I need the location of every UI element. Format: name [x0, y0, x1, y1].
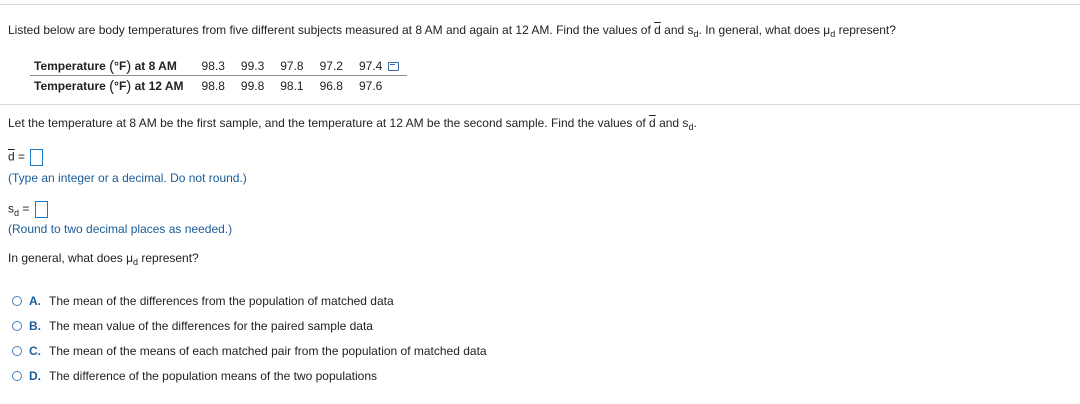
- equals-sign: =: [14, 149, 29, 164]
- row-label-post: at 12 AM: [131, 78, 184, 93]
- option-b[interactable]: [12, 319, 373, 333]
- dbar-hint: (Type an integer or a decimal. Do not round.): [8, 171, 247, 185]
- ask-sub: d: [133, 257, 139, 267]
- table-cell: 96.8: [319, 78, 343, 93]
- table-cell: 97.8: [272, 56, 311, 76]
- table-cell: 97.6: [358, 78, 383, 93]
- table-cell: 99.8: [240, 78, 265, 93]
- option-d[interactable]: [12, 369, 377, 383]
- instruction-main: Let the temperature at 8 AM be the first sample, and the temperature at 12 AM be the second sample. Find the values of: [8, 116, 650, 130]
- paren-open: (: [109, 57, 115, 75]
- radio-button-icon[interactable]: [12, 296, 22, 306]
- table-cell: 99.3: [233, 56, 272, 76]
- option-text: The difference of the population means of the two populations: [49, 369, 378, 383]
- row-label: [30, 56, 194, 76]
- option-letter: D.: [29, 369, 41, 383]
- sd-subscript: d: [14, 207, 20, 218]
- option-letter: B.: [29, 319, 41, 333]
- row-label-post: at 8 AM: [131, 58, 177, 73]
- question-part1: Listed below are body temperatures from five different subjects measured at 8 AM and again at 12 AM. Find the values of: [8, 23, 655, 37]
- paren-open: (: [109, 77, 115, 95]
- row-label-pre: Temperature: [34, 78, 110, 93]
- option-c[interactable]: [12, 344, 487, 358]
- sd-symbol: s: [8, 201, 14, 216]
- table-cell: 97.2: [312, 56, 351, 76]
- instruction-dbar: $\overline{d}$: [649, 116, 656, 130]
- option-text: The mean value of the differences for the paired sample data: [49, 319, 373, 333]
- question-text: [8, 23, 896, 37]
- radio-button-icon[interactable]: [12, 321, 22, 331]
- top-divider: [0, 4, 1080, 5]
- table-cell: 98.1: [280, 78, 304, 93]
- temperature-table: [30, 56, 407, 95]
- instruction-end: .: [693, 116, 697, 130]
- row-label: [30, 76, 194, 96]
- question-mu-sub: d: [830, 29, 836, 39]
- table-cell-value: 97.4: [358, 58, 383, 73]
- table-row: [30, 76, 407, 96]
- paren-close: ): [126, 57, 132, 75]
- sd-answer-input[interactable]: [35, 201, 48, 218]
- question-part2: . In general, what does μ: [698, 23, 831, 37]
- option-text: The mean of the differences from the population of matched data: [49, 294, 394, 308]
- radio-button-icon[interactable]: [12, 346, 22, 356]
- ask-post: represent?: [138, 251, 199, 265]
- instruction-and: and s: [655, 116, 689, 130]
- unit-label: °F: [114, 78, 127, 93]
- instruction-sd-sub: d: [688, 122, 694, 132]
- radio-button-icon[interactable]: [12, 371, 22, 381]
- option-letter: C.: [29, 344, 41, 358]
- question-part3: represent?: [835, 23, 896, 37]
- table-cell: 98.8: [201, 78, 225, 93]
- question-sd-sub: d: [693, 29, 699, 39]
- question-dbar: $\overline{d}$: [654, 23, 661, 37]
- copy-data-icon[interactable]: [388, 62, 399, 71]
- unit-label: °F: [114, 58, 127, 73]
- sd-hint: (Round to two decimal places as needed.): [8, 222, 233, 236]
- paren-close: ): [126, 77, 132, 95]
- equals-sign: =: [19, 201, 33, 216]
- row-label-pre: Temperature: [34, 58, 110, 73]
- option-a[interactable]: [12, 294, 394, 308]
- table-cell: [351, 56, 407, 76]
- instruction-text: [8, 116, 697, 130]
- sd-answer-row: [8, 201, 48, 218]
- mu-question: [8, 251, 199, 265]
- dbar-answer-input[interactable]: [30, 149, 43, 166]
- table-row: [30, 56, 407, 76]
- dbar-symbol: $\overline{d}$: [8, 149, 15, 164]
- ask-pre: In general, what does μ: [8, 251, 133, 265]
- option-letter: A.: [29, 294, 41, 308]
- table-cell: 98.3: [194, 56, 233, 76]
- option-text: The mean of the means of each matched pair from the population of matched data: [49, 344, 487, 358]
- section-divider: [0, 104, 1080, 105]
- question-and: and s: [660, 23, 694, 37]
- dbar-answer-row: [8, 149, 43, 166]
